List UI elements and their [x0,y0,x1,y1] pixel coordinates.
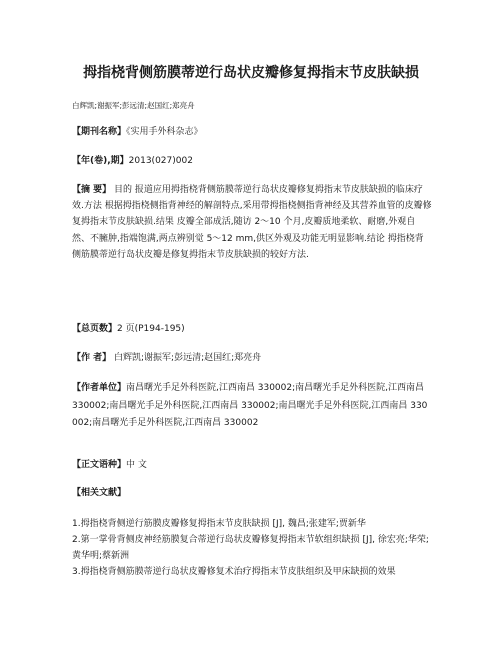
pages-value: 2 页(P194-195) [117,324,185,334]
affiliation-field [72,380,432,433]
abstract-field [72,182,432,263]
related-item: 1.拇指桡背侧逆行筋膜皮瓣修复拇指末节皮肤缺损 [J], 魏昌;张建军;贾新华 [72,519,366,529]
related-list [72,516,432,580]
journal-label: 【期刊名称】 [72,127,127,137]
related-heading [72,486,432,501]
related-item: 3.拇指桡背侧筋膜蒂逆行岛状皮瓣修复术治疗拇指末节皮肤组织及甲床缺损的效果 [72,567,396,577]
language-field [72,458,432,473]
journal-value: 《实用手外科杂志》 [126,127,203,137]
language-value: 中 文 [126,460,147,470]
authors-field [72,351,432,366]
authors-value: 白辉凯;谢振军;彭远清;赵国红;郑亮舟 [114,353,262,363]
abstract-label: 【摘 要】 [72,185,112,195]
year-label: 【年(卷),期】 [72,156,129,166]
journal-field [72,125,432,140]
affiliation-value: 南昌曙光手足外科医院,江西南昌 330002;南昌曙光手足外科医院,江西南昌 330002;南昌曙光手足外科医院,江西南昌 330002;南昌曙光手足外科医院,江西南昌 330002;南昌曙光手足外科医院,江西南昌 330002 [72,383,428,428]
document-title: 拇指桡背侧筋膜蒂逆行岛状皮瓣修复拇指末节皮肤缺损 [83,65,419,81]
related-label: 【相关文献】 [72,488,127,498]
related-item: 2.第一掌骨背侧皮神经筋膜复合蒂逆行岛状皮瓣修复拇指末节软组织缺损 [J], 徐宏亮;华荣;黄华明;蔡新洲 [72,535,429,561]
year-field [72,154,432,169]
authors-label: 【作 者】 [72,353,112,363]
year-value: 2013(027)002 [128,156,193,166]
pages-field [72,322,432,337]
pages-label: 【总页数】 [72,324,118,334]
language-label: 【正文语种】 [72,460,127,470]
author-line: 白辉凯;谢振军;彭远清;赵国红;郑亮舟 [72,101,195,110]
affiliation-label: 【作者单位】 [72,383,127,393]
abstract-text: 目的 报道应用拇指桡背侧筋膜蒂逆行岛状皮瓣修复拇指末节皮肤缺损的临床疗效.方法 根据拇指桡侧指背神经的解剖特点,采用带拇指桡侧指背神经及其营养血管的皮瓣修复拇指末节皮肤缺损.结果 皮瓣全部成活,随访 2～10 个月,皮瓣质地柔软、耐磨,外观自然、不臃肿,指端饱满,两点辨别觉 5～12 mm,供区外观及功能无明显影响.结论 拇指桡背侧筋膜蒂逆行岛状皮瓣是修复拇指末节皮肤缺损的较好方法. [72,185,432,260]
